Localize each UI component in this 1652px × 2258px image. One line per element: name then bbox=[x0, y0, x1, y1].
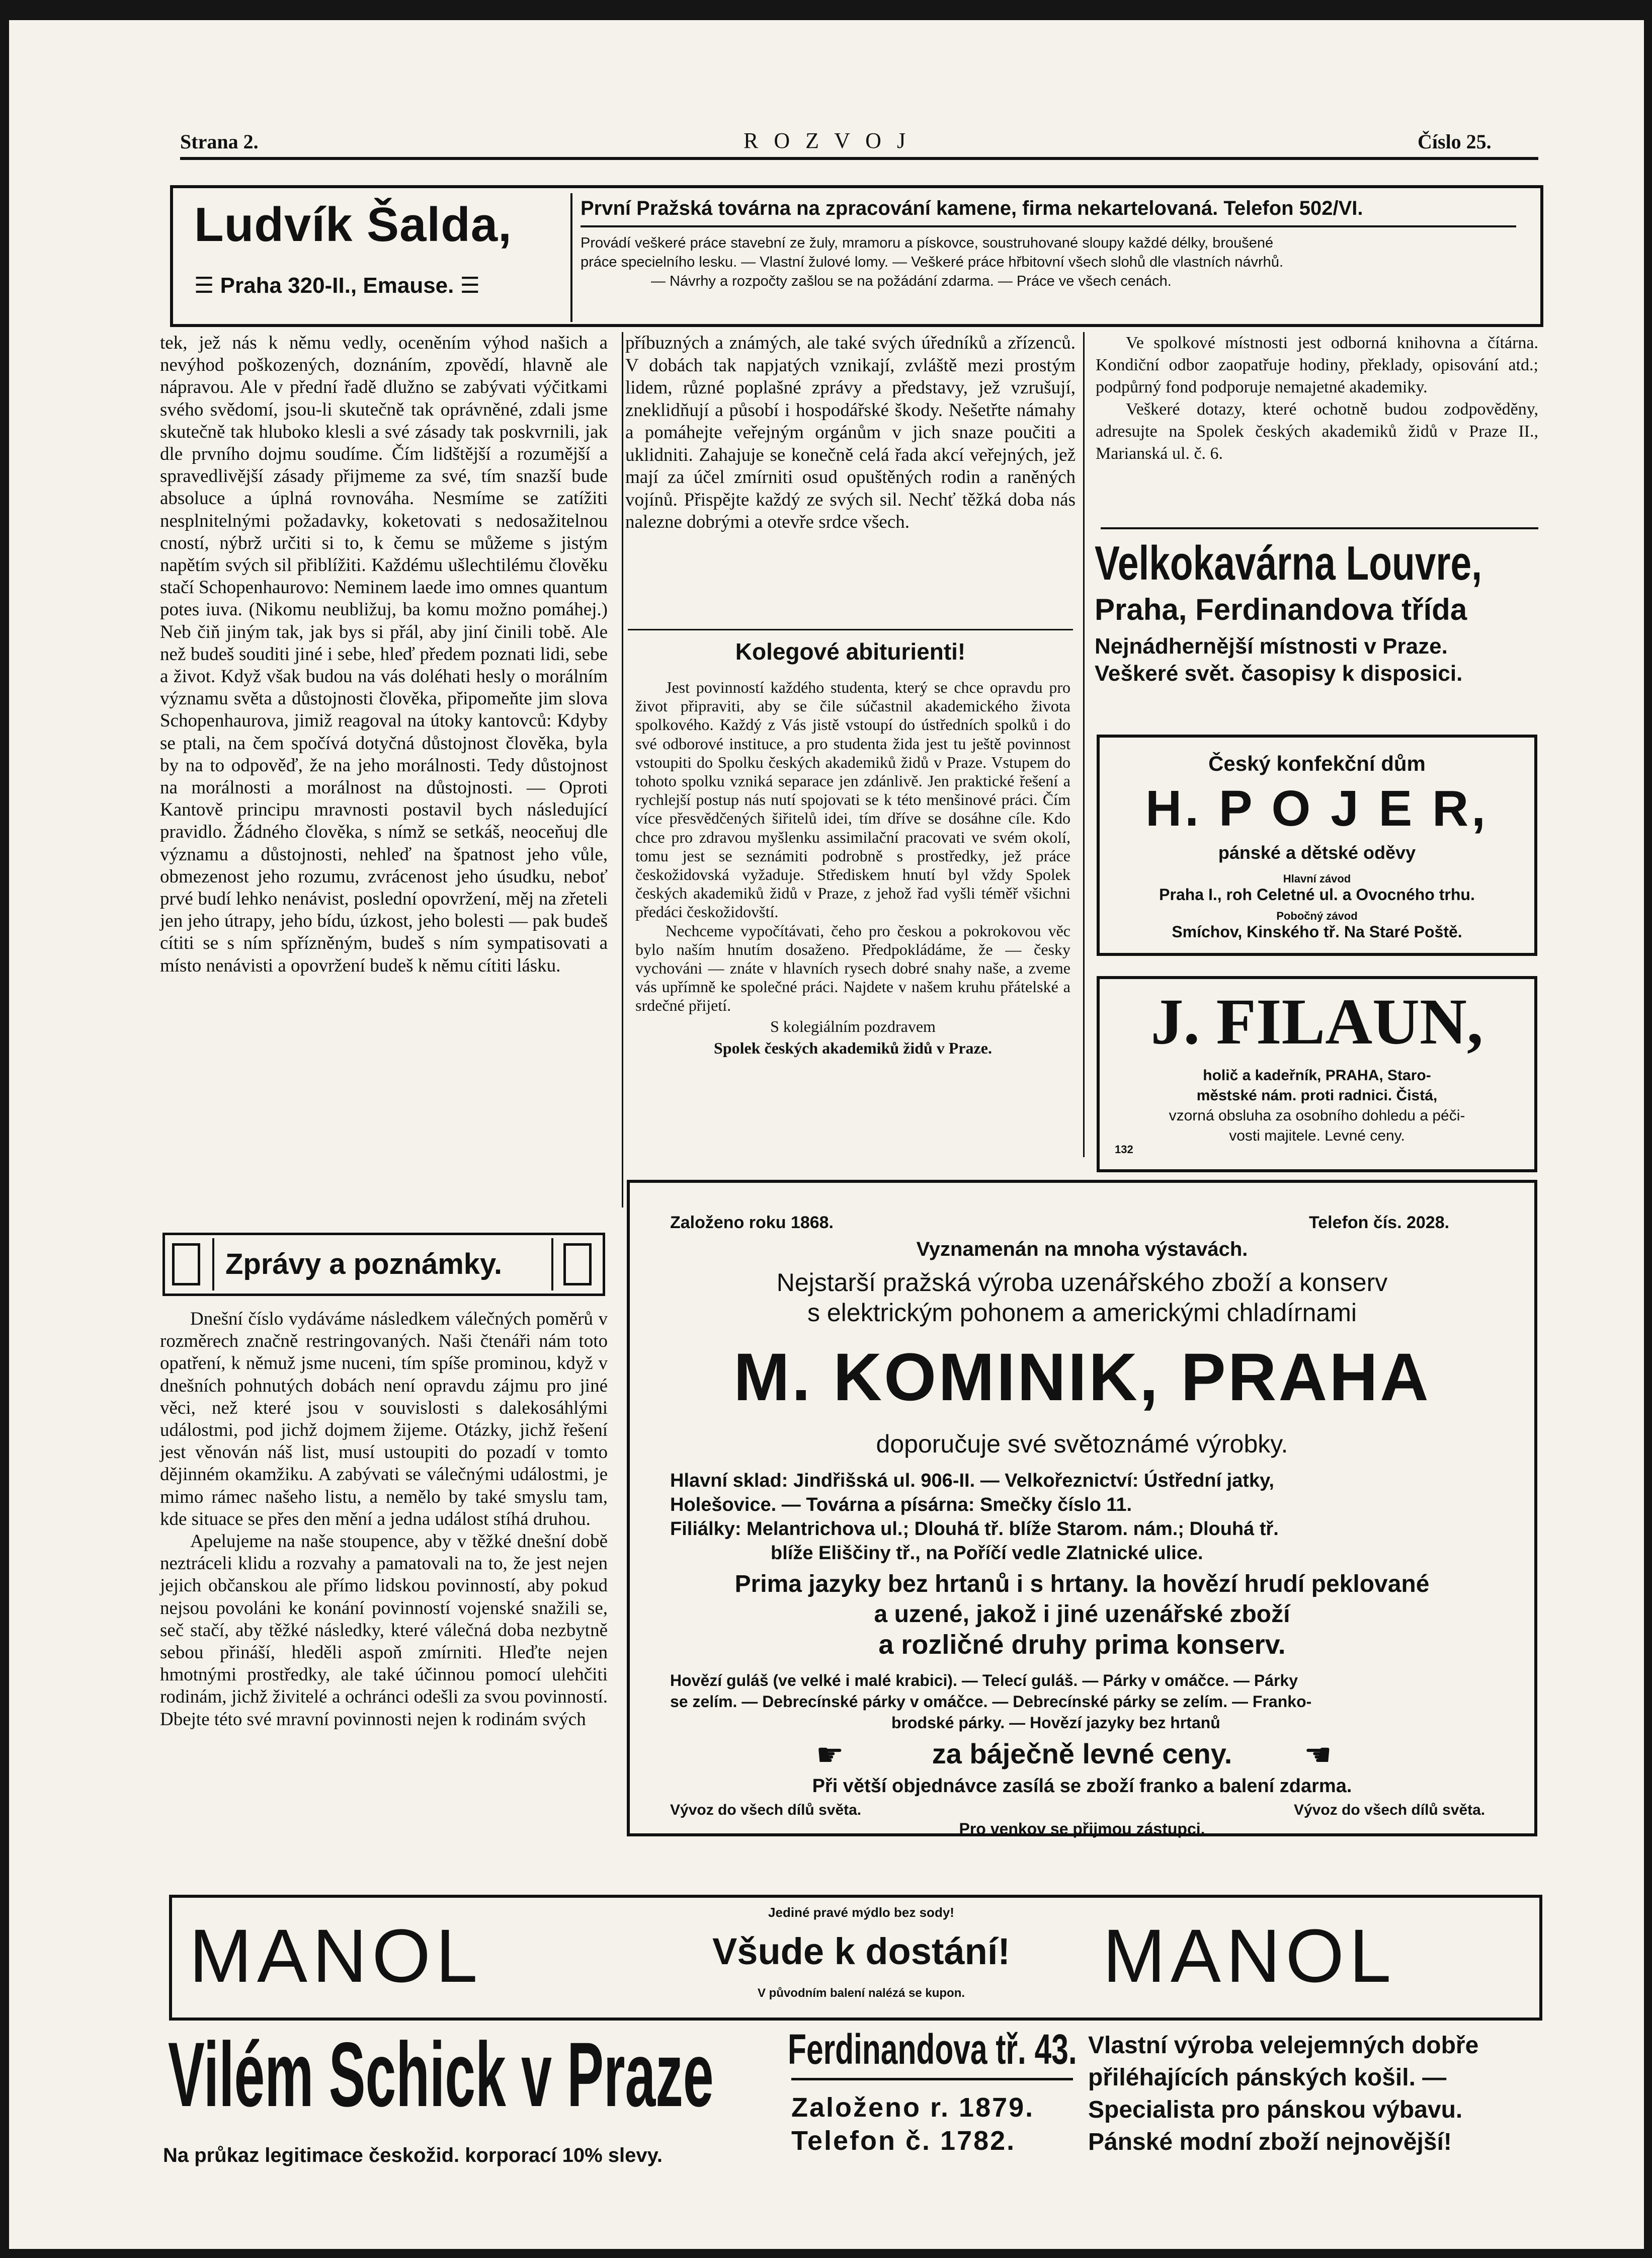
filaun-name: J. FILAUN, bbox=[1150, 986, 1483, 1058]
section-heading-box bbox=[162, 1233, 605, 1296]
ornament-square-icon bbox=[563, 1243, 592, 1285]
kominik-prima-line: a rozličné druhy prima konserv. bbox=[878, 1630, 1286, 1660]
salda-line: práce specielního lesku. — Vlastní žulové lomy. — Veškeré práce hřbitovní všech slohů dle vlastních návrhů. bbox=[581, 254, 1283, 270]
kominik-cheap: za báječně levné ceny. bbox=[932, 1738, 1232, 1769]
pointing-hand-icon: ☛ bbox=[1304, 1738, 1332, 1772]
kominik-goods bbox=[670, 1670, 1311, 1733]
heading-divider bbox=[212, 1238, 214, 1291]
salda-name: Ludvík Šalda, bbox=[194, 198, 512, 252]
kominik-address-line: blíže Eliščiny tř., na Poříčí vedle Zlatnické ulice. bbox=[771, 1543, 1203, 1564]
page-number: Strana 2. bbox=[180, 130, 259, 153]
filaun-line: vosti majitele. Levné ceny. bbox=[1229, 1127, 1405, 1144]
newspaper-title: R O Z V O J bbox=[744, 128, 911, 153]
news-paragraph: Dnešní číslo vydáváme následkem válečných poměrů v rozměrech značně restringovaných. Naši čtenáři nám toto opatření, k němuž jsme nuceni, tím spíše prominou, když v dnešních pohnutých dobách není opravdu zájmu pro jiné věci, než které jsou v souvislosti s dalekosáhlými událostmi, pod jichž dojmem žijeme. Otázky, jichž řešení jest věnován náš list, musí ustoupiti do pozadí v tomto dějinném okamžiku. A zabývati se válečnými událostmi, je mimo rámec našeho listu, a nemělo by také smyslu tam, kde situace se přes den mění a jedna událost stíhá druhou. bbox=[160, 1309, 608, 1529]
kominik-addresses bbox=[670, 1469, 1279, 1565]
filaun-line: holič a kadeřník, PRAHA, Staro- bbox=[1203, 1067, 1431, 1084]
kominik-recommends: doporučuje své světoznámé výrobky. bbox=[876, 1430, 1288, 1458]
pojer-goods: pánské a dětské oděvy bbox=[1218, 842, 1416, 863]
abiturienti-heading: Kolegové abiturienti! bbox=[735, 638, 966, 665]
article-end: příbuzných a známých, ale také svých úředníků a zřízenců. V dobách tak napjatých vznikají, zvláště mezi prostým lidem, různé poplašné zprávy a představy, jež vzrušují, zneklidňují a působí i hospodářské škody. Nešetřte námahy a pomáhejte veřejným orgánům v jich snaze poučiti a uklidniti. Zahajuje se konečně celá řada akcí veřejných, jež mají za účel zmírniti osud opuštěných rodin a raněných vojínů. Přispějte každý ze svých sil. Nechť těžká doba nás nalezne dobrými a otevře srdce všech. bbox=[625, 333, 1076, 532]
club-paragraph: Veškeré dotazy, které ochotně budou zodpověděny, adresujte na Spolek českých akademiků židů v Praze II., Marianská ul. č. 6. bbox=[1096, 400, 1538, 463]
column-rule bbox=[622, 332, 623, 1207]
kominik-address-line: Hlavní sklad: Jindřišská ul. 906-II. — Velkořeznictví: Ústřední jatky, bbox=[670, 1470, 1274, 1491]
kominik-goods-line: Hovězí guláš (ve velké i malé krabici). — Telecí guláš. — Párky v omáčce. — Párky bbox=[670, 1671, 1298, 1689]
ad-number: 132 bbox=[1115, 1143, 1133, 1156]
pojer-name: H. P O J E R, bbox=[1145, 780, 1489, 837]
right-rule bbox=[1101, 527, 1538, 529]
kominik-bulk: Při větší objednávce zasílá se zboží franko a balení zdarma. bbox=[812, 1776, 1352, 1797]
manol-middle: Všude k dostání! bbox=[712, 1930, 1011, 1972]
schick-line: Pánské modní zboží nejnovější! bbox=[1088, 2129, 1452, 2155]
decor-lines-icon: ☰ bbox=[194, 273, 220, 298]
abiturienti-paragraph: Nechceme vypočítávati, čeho pro českou a pokrokovou věc bylo naším hnutím dosaženo. Předpokládáme, že — česky vychováni — znáte v hlavních rysech dobré snahy naše, a zveme vás upřímně ke společné práci. Najdete v našem kruhu přátelské a srdečné přijetí. bbox=[635, 921, 1070, 1015]
salda-divider bbox=[570, 193, 572, 322]
manol-top: Jediné pravé mýdlo bez sody! bbox=[768, 1905, 954, 1920]
kominik-address-line: Holešovice. — Továrna a písárna: Smečky číslo 11. bbox=[670, 1494, 1132, 1515]
schick-line: přiléhajících pánských košil. — bbox=[1088, 2064, 1447, 2091]
salda-address: Praha 320-II., Emause. bbox=[220, 273, 454, 298]
news-column bbox=[160, 1308, 608, 1731]
kominik-phone: Telefon čís. 2028. bbox=[1309, 1213, 1450, 1232]
filaun-text bbox=[1100, 1066, 1534, 1146]
louvre-address: Praha, Ferdinandova třída bbox=[1095, 593, 1467, 626]
greeting: S kolegiálním pozdravem bbox=[770, 1017, 936, 1035]
louvre-name: Velkokavárna Louvre, bbox=[1095, 536, 1482, 590]
ornament-square-icon bbox=[172, 1243, 200, 1285]
manol-brand-left: MANOL bbox=[189, 1913, 483, 1998]
kominik-prima bbox=[630, 1569, 1534, 1660]
salda-address-row bbox=[194, 273, 480, 298]
schick-founded: Založeno r. 1879. bbox=[791, 2092, 1035, 2123]
manol-brand-right: MANOL bbox=[1103, 1913, 1396, 1998]
issue-number: Číslo 25. bbox=[1418, 130, 1492, 153]
schick-street-rule bbox=[791, 2078, 1073, 2080]
salda-line: — Návrhy a rozpočty zašlou se na požádání zdarma. — Práce ve všech cenách. bbox=[651, 273, 1172, 289]
schick-name: Vilém Schick v Praze bbox=[168, 2023, 714, 2126]
pojer-top: Český konfekční dům bbox=[1208, 752, 1426, 775]
schick-discount: Na průkaz legitimace českožid. korporací 10% slevy. bbox=[163, 2144, 663, 2166]
kominik-prima-line: a uzené, jakož i jiné uzenářské zboží bbox=[874, 1601, 1290, 1628]
pojer-branch-label: Pobočný závod bbox=[1276, 910, 1358, 922]
middle-column bbox=[625, 332, 1076, 534]
heading-divider bbox=[551, 1238, 553, 1291]
pojer-branch-address: Smíchov, Kinského tř. Na Staré Poště. bbox=[1172, 923, 1462, 941]
left-column bbox=[160, 332, 608, 977]
pojer-ad bbox=[1097, 735, 1537, 956]
schick-line: Specialista pro pánskou výbavu. bbox=[1088, 2096, 1463, 2123]
schick-phone: Telefon č. 1782. bbox=[791, 2126, 1016, 2156]
section-title: Zprávy a poznámky. bbox=[225, 1248, 503, 1280]
pointing-hand-icon: ☛ bbox=[816, 1738, 844, 1772]
salda-ad bbox=[170, 185, 1543, 327]
filaun-line: městské nám. proti radnici. Čistá, bbox=[1196, 1087, 1438, 1104]
kominik-export-right: Vývoz do všech dílů světa. bbox=[1294, 1802, 1485, 1818]
pojer-main-address: Praha I., roh Celetné ul. a Ovocného trhu. bbox=[1159, 885, 1475, 904]
salda-headline: První Pražská továrna na zpracování kamene, firma nekartelovaná. Telefon 502/VI. bbox=[581, 197, 1363, 219]
kominik-goods-line: brodské párky. — Hovězí jazyky bez hrtanů bbox=[891, 1714, 1220, 1732]
kominik-intro bbox=[630, 1267, 1534, 1328]
kominik-intro-line: Nejstarší pražská výroba uzenářského zboží a konserv bbox=[776, 1268, 1388, 1297]
filaun-ad bbox=[1097, 976, 1537, 1172]
news-paragraph: Apelujeme na naše stoupence, aby v těžké dnešní době neztráceli klidu a rozvahy a pamatovali na to, že jest nejen jejich občanskou ale přímo lidskou povinností, aby pokud nejsou povoláni ke konání povinností vojenské snažili se, seč stačí, aby těžké následky, které válečná doba nezbytně sebou přináší, hleděli aspoň zmírniti. Hleďte nejen hmotnými prostředky, ale také účinnou pomocí ulehčiti rodinám, jichž živitelé a ochránci odešli za svou povinností. Dbejte této své mravní povinnosti nejen k rodinám svých bbox=[160, 1531, 608, 1730]
middle-rule bbox=[628, 629, 1073, 630]
decor-lines-icon: ☰ bbox=[454, 273, 480, 298]
kominik-prima-line: Prima jazyky bez hrtanů i s hrtany. Ia hovězí hrudí peklované bbox=[734, 1571, 1430, 1597]
header-rule bbox=[180, 157, 1538, 160]
schick-street: Ferdinandova tř. 43. bbox=[788, 2026, 1077, 2073]
club-paragraph: Ve spolkové místnosti jest odborná knihovna a čítárna. Kondiční odbor zaopatřuje hodiny, překlady, opisování atd.; podpůrný fond podporuje nemajetné akademiky. bbox=[1096, 334, 1538, 396]
manol-bottom: V původním balení nalézá se kupon. bbox=[757, 1986, 965, 2000]
pojer-main-label: Hlavní závod bbox=[1283, 872, 1351, 885]
kominik-founded: Založeno roku 1868. bbox=[670, 1213, 834, 1232]
article-continuation: tek, jež nás k němu vedly, oceněním výhod našich a nevýhod poškozených, doznáním, zpovědí, hlavně ale nápravou. Ale v přední řadě dlužno se zabývati výčitkami svého svědomí, jsou-li skutečně tak oprávněné, zdali jsme skutečně tak hluboko klesli a své zásady tak poskvrnili, jak dle prvního dojmu soudíme. Čím lidštější a rozumější a spravedlivější zásady přijmeme za své, tím snazší bude absoluce a úplná rovnováha. Nesmíme se zatížiti nesplnitelnými požadavky, koketovati s nedosažitelnou cností, nýbrž určiti si to, k čemu se můžeme s jistým napětím svých sil přiblížiti. Každému ušlechtilému člověku stačí Schopenhaurovo: Neminem laede imo omnes quantum potes iuva. (Nikomu neubližuj, ba komu možno pomáhej.) Neb čiň jiným tak, jak bys si přál, aby jiní činili tobě. Ale než budeš souditi jiné i sebe, hleď předem poznati lidi, sebe a život. Když však budou na vás doléhati hesly o morálním významu světa a důstojnosti člověka, připomeňte jim slova Schopenhaurova, jimiž reagoval na útoky kantovců: Kdyby se ptali, na čem spočívá dotyčná důstojnost člověka, byla by na to odpověď, že na jeho morálnosti. Tedy důstojnost na morálnosti a morálnost na důstojnosti. — Oproti Kantově principu mravnosti postavil bych následující pravidlo. Žádného člověka, s nímž se setkáš, neoceňuj dle významu a důstojnosti, nehleď na špatnost jeho vůle, obmezenost jeho rozumu, zvrácenost jeho úsudku, neboť prvé budí lehko nenávist, poslední opovržení, měj na zřeteli jen jeho útrapy, jeho bídu, úzkost, jeho bolesti — pak budeš cítiti se s ním spřízněným, budeš s ním sympatisovati a místo nenávisti a opovržení budeš k němu cítiti lásku. bbox=[160, 333, 608, 976]
kominik-intro-line: s elektrickým pohonem a americkými chladírnami bbox=[807, 1299, 1357, 1327]
schick-description bbox=[1088, 2030, 1478, 2158]
kominik-ad bbox=[627, 1180, 1537, 1836]
salda-headline-rule bbox=[581, 225, 1516, 227]
kominik-export-left: Vývoz do všech dílů světa. bbox=[670, 1802, 862, 1818]
salda-line: Provádí veškeré práce stavební ze žuly, mramoru a pískovce, soustruhované sloupy každé délky, broušené bbox=[581, 235, 1274, 251]
kominik-awards: Vyznamenán na mnoha výstavách. bbox=[916, 1238, 1248, 1260]
schick-line: Vlastní výroba velejemných dobře bbox=[1088, 2032, 1479, 2059]
salda-text bbox=[581, 233, 1526, 291]
louvre-ad bbox=[1095, 538, 1542, 687]
filaun-line: vzorná obsluha za osobního dohledu a péči- bbox=[1169, 1107, 1465, 1124]
louvre-line: Veškeré svět. časopisy k disposici. bbox=[1095, 661, 1463, 686]
abiturienti-text bbox=[635, 678, 1070, 1058]
column-rule bbox=[1083, 332, 1085, 1157]
signature: Spolek českých akademiků židů v Praze. bbox=[714, 1038, 992, 1057]
kominik-address-line: Filiálky: Melantrichova ul.; Dlouhá tř. blíže Starom. nám.; Dlouhá tř. bbox=[670, 1518, 1279, 1540]
kominik-goods-line: se zelím. — Debrecínské párky v omáčce. — Debrecínské párky se zelím. — Franko- bbox=[670, 1692, 1312, 1711]
newspaper-page bbox=[9, 20, 1644, 2249]
manol-ad bbox=[169, 1895, 1542, 2021]
louvre-line: Nejnádhernější místnosti v Praze. bbox=[1095, 634, 1448, 659]
abiturienti-paragraph: Jest povinností každého studenta, který se chce opravdu pro život připraviti, aby se čile súčastnil akademického života spolkového. Každý z Vás jistě vstoupí do ústředních spolků i do své odborové instituce, a pro studenta žida jest tu ještě povinnost vstoupiti do Spolku českých akademiků židů v Praze. Vstupem do tohoto spolku vzniká separace jen zdánlivě. Jen praktické řešení a rychlejší postup nás nutí spojovati se k této menšinové práci. Čím více přesvědčených šiřitelů idei, tím dříve se dosáhne cíle. Kdo chce pro zdravou myšlenku assimilační pracovati ve svém okolí, tomu jest se seznámiti podrobně s prostředky, jež práce českožidovská vyžaduje. Střediskem hnutí byl vždy Spolek českých akademiků židů v Praze, z jehož řad vyšli téměř všichni předáci českožidovští. bbox=[635, 678, 1070, 921]
right-column bbox=[1096, 332, 1538, 465]
kominik-agents: Pro venkov se přijmou zástupci. bbox=[959, 1820, 1205, 1838]
kominik-name: M. KOMINIK, PRAHA bbox=[733, 1340, 1431, 1415]
